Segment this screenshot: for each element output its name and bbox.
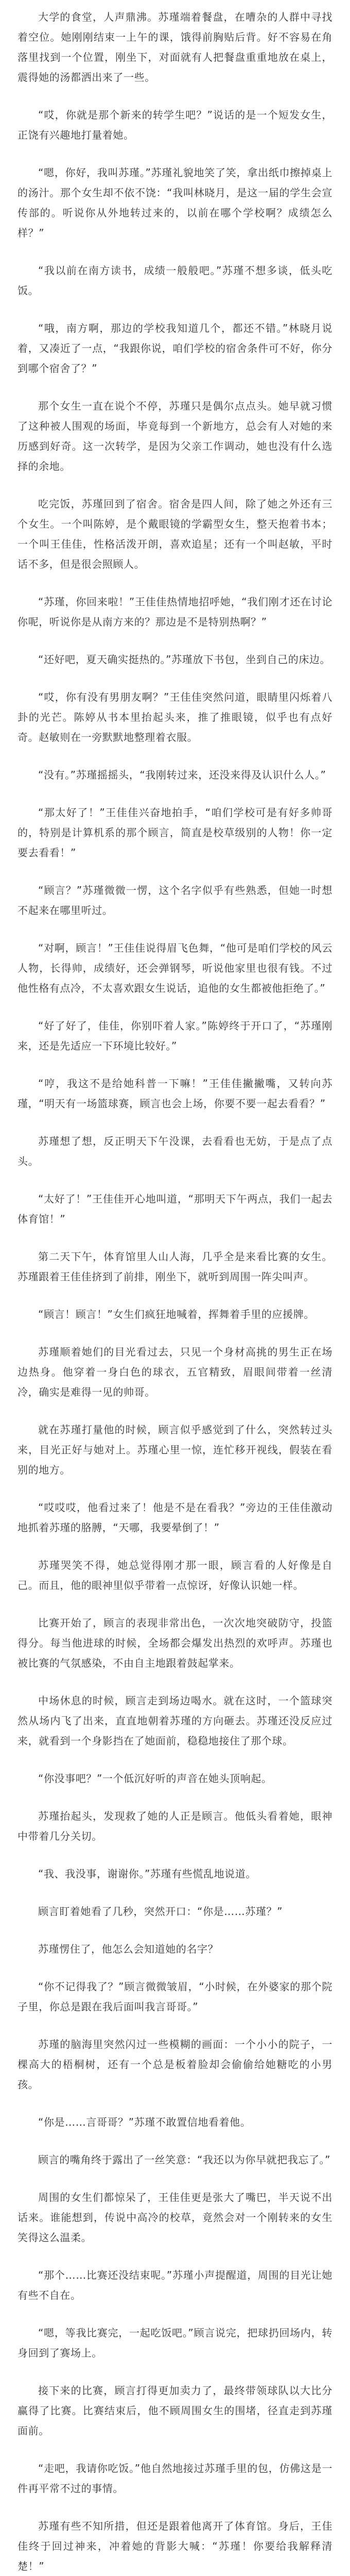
article-paragraph: 顾言盯着她看了几秒，突然开口：“你是……苏瑾？”	[38, 1905, 283, 1918]
article-paragraph: “顾言！顾言！”女生们疯狂地喊着，挥舞着手里的应援牌。	[38, 1308, 314, 1320]
article-paragraph: “太好了！”王佳佳开心地叫道，“那明天下午两点，我们一起去体育馆！”	[18, 1193, 332, 1225]
article-paragraph: 苏瑾顺着她们的目光看过去，只见一个身材高挑的男生正在场边热身。他穿着一身白色的球衣，五官精致，眉眼间带着一丝清冷，确实是难得一见的帅哥。	[18, 1346, 332, 1398]
article-paragraph: “你不记得我了？”顾言微微皱眉，“小时候，在外婆家的那个院子里，你总是跟在我后面叫我言哥哥。”	[18, 1980, 332, 2013]
article-paragraph: 苏瑾的脑海里突然闪过一些模糊的画面：一个小小的院子，一棵高大的梧桐树，还有一个总是板着脸却会偷偷给她糖吃的小男孩。	[18, 2038, 332, 2091]
article-paragraph: “走吧，我请你吃饭。”他自然地接过苏瑾手里的包，仿佛这是一件再平常不过的事情。	[18, 2462, 332, 2495]
article-paragraph: 那个女生一直在说个不停，苏瑾只是偶尔点点头。她早就习惯了这种被人围观的场面，毕竟每到一个新地方，总会有人对她的来历感到好奇。这一次转学，是因为父亲工作调动，她也没有什么选择的余地。	[18, 400, 332, 472]
article-paragraph: “没有。”苏瑾摇摇头，“我刚转过来，还没来得及认识什么人。”	[38, 769, 326, 781]
article-paragraph: “你没事吧？”一个低沉好听的声音在她头顶响起。	[38, 1772, 272, 1785]
article-paragraph: “嗯，你好，我叫苏瑾。”苏瑾礼貌地笑了笑，拿出纸巾擦掉桌上的汤汁。那个女生却不依不饶：“我叫林晓月，是这一届的学生会宣传部的。听说你从外地转过来的，以前在哪个学校啊？成绩怎么样？”	[18, 166, 332, 239]
article-paragraph: “好了好了，佳佳，你别吓着人家。”陈婷终于开口了，“苏瑾刚来，还是先适应一下环境比较好。”	[18, 1020, 332, 1052]
article-paragraph: “哦，南方啊，那边的学校我知道几个，都还不错。”林晓月说着，又凑近了一点，“我跟你说，咱们学校的宿舍条件可不好，你分到哪个宿舍了？”	[18, 322, 332, 375]
article-paragraph: “还好吧，夏天确实挺热的。”苏瑾放下书包，坐到自己的床边。	[38, 653, 331, 666]
article-paragraph: 苏瑾想了想，反正明天下午没课，去看看也无妨，于是点了点头。	[18, 1135, 332, 1167]
article-paragraph: 吃完饭，苏瑾回到了宿舍。宿舍是四人间，除了她之外还有三个女生。一个叫陈婷，是个戴眼镜的学霸型女生，整天抱着书本；一个叫王佳佳，性格活泼开朗，喜欢追星；还有一个叫赵敏，平时话不多，但是很会照顾人。	[18, 498, 332, 570]
article-paragraph: 接下来的比赛，顾言打得更加卖力了，最终带领球队以大比分赢得了比赛。比赛结束后，他不顾周围女生的围堵，径直走到苏瑾面前。	[18, 2384, 332, 2437]
article-paragraph: 苏瑾愣住了，他怎么会知道她的名字？	[38, 1943, 219, 1955]
article-paragraph: “你是……言哥哥？”苏瑾不敢置信地看着他。	[38, 2116, 251, 2128]
article-paragraph: 顾言的嘴角终于露出了一丝笑意：“我还以为你早就把我忘了。”	[38, 2154, 331, 2166]
article-paragraph: 苏瑾有些不知所措，但还是跟着他离开了体育馆。身后，王佳佳终于回过神来，冲着她的背影大喊：“苏瑾！你要给我解释清楚！”	[18, 2520, 332, 2572]
article-paragraph: “我以前在南方读书，成绩一般般吧。”苏瑾不想多谈，低头吃饭。	[18, 264, 332, 297]
article-paragraph: “哎，你就是那个新来的转学生吧？”说话的是一个短发女生，正饶有兴趣地打量着她。	[18, 109, 332, 141]
article-paragraph: “苏瑾，你回来啦！”王佳佳热情地招呼她，“我们刚才还在讨论你呢，听说你是从南方来的？那边是不是特别热啊？”	[18, 596, 332, 628]
article-paragraph: 比赛开始了，顾言的表现非常出色，一次次地突破防守，投篮得分。每当他进球的时候，全场都会爆发出热烈的欢呼声。苏瑾也被比赛的气氛感染，不由自主地跟着鼓起掌来。	[18, 1617, 332, 1669]
article-paragraph: 就在苏瑾打量他的时候，顾言似乎感觉到了什么，突然转过头来，目光正好与她对上。苏瑾心里一惊，连忙移开视线，假装在看别的地方。	[18, 1423, 332, 1476]
article-paragraph: 大学的食堂，人声鼎沸。苏瑾端着餐盘，在嘈杂的人群中寻找着空位。她刚刚结束一上午的课，饿得前胸贴后背。好不容易在角落里找到一个位置，刚坐下，对面就有人把餐盘重重地放在桌上，震得她的汤都洒出来了一些。	[18, 11, 332, 83]
article-paragraph: “对啊，顾言！”王佳佳说得眉飞色舞，“他可是咱们学校的风云人物，长得帅，成绩好，还会弹钢琴，听说他家里也很有钱。不过他性格有点冷，不太喜欢跟女生说话，追他的女生都被他拒绝了。”	[18, 942, 332, 994]
article-paragraph: 中场休息的时候，顾言走到场边喝水。就在这时，一个篮球突然从场内飞了出来，直直地朝着苏瑾的方向砸去。苏瑾还没反应过来，就看到一个身影挡在了她面前，稳稳地接住了那个球。	[18, 1694, 332, 1747]
article-paragraph: “哼，我这不是给她科普一下嘛！”王佳佳撇撇嘴，又转向苏瑾，“明天有一场篮球赛，顾言也会上场，你要不要一起去看看？”	[18, 1077, 332, 1110]
article-paragraph: “哎，你有没有男朋友啊？”王佳佳突然问道，眼睛里闪烁着八卦的光芒。陈婷从书本里抬起头来，推了推眼镜，似乎也有点好奇。赵敏则在一旁默默地整理着衣服。	[18, 691, 332, 743]
article-paragraph: “那个……比赛还没结束呢。”苏瑾小声提醒道，周围的目光让她有些不自在。	[18, 2269, 332, 2301]
article-paragraph: “哎哎哎，他看过来了！他是不是在看我？”旁边的王佳佳激动地抓着苏瑾的胳膊，“天哪，我要晕倒了！”	[18, 1501, 332, 1534]
article-paragraph: 苏瑾抬起头，发现救了她的人正是顾言。他低头看着她，眼神中带着几分关切。	[18, 1810, 332, 1842]
article-paragraph: “嗯，等我比赛完，一起吃饭吧。”顾言说完，把球扔回场内，转身回到了赛场上。	[18, 2327, 332, 2359]
article-paragraph: 第二天下午，体育馆里人山人海，几乎全是来看比赛的女生。苏瑾跟着王佳佳挤到了前排，刚坐下，就听到周围一阵尖叫声。	[18, 1250, 332, 1283]
article-paragraph: “那太好了！”王佳佳兴奋地拍手，“咱们学校可是有好多帅哥的，特别是计算机系的那个顾言，简直是校草级别的人物！你一定要去看看！”	[18, 806, 332, 859]
article-paragraph: “我、我没事，谢谢你。”苏瑾有些慌乱地说道。	[38, 1868, 256, 1880]
article-paragraph: 周围的女生们都惊呆了，王佳佳更是张大了嘴巴，半天说不出话来。谁能想到，传说中高冷的校草，竟然会对一个刚转来的女生笑得这么温柔。	[18, 2191, 332, 2244]
article-body	[18, 7, 332, 2576]
article-paragraph: “顾言？”苏瑾微微一愣，这个名字似乎有些熟悉，但她一时想不起来在哪里听过。	[18, 884, 332, 917]
article-paragraph: 苏瑾哭笑不得，她总觉得刚才那一眼，顾言看的人好像是自己。而且，他的眼神里似乎带着一点惊讶，好像认识她一样。	[18, 1559, 332, 1591]
